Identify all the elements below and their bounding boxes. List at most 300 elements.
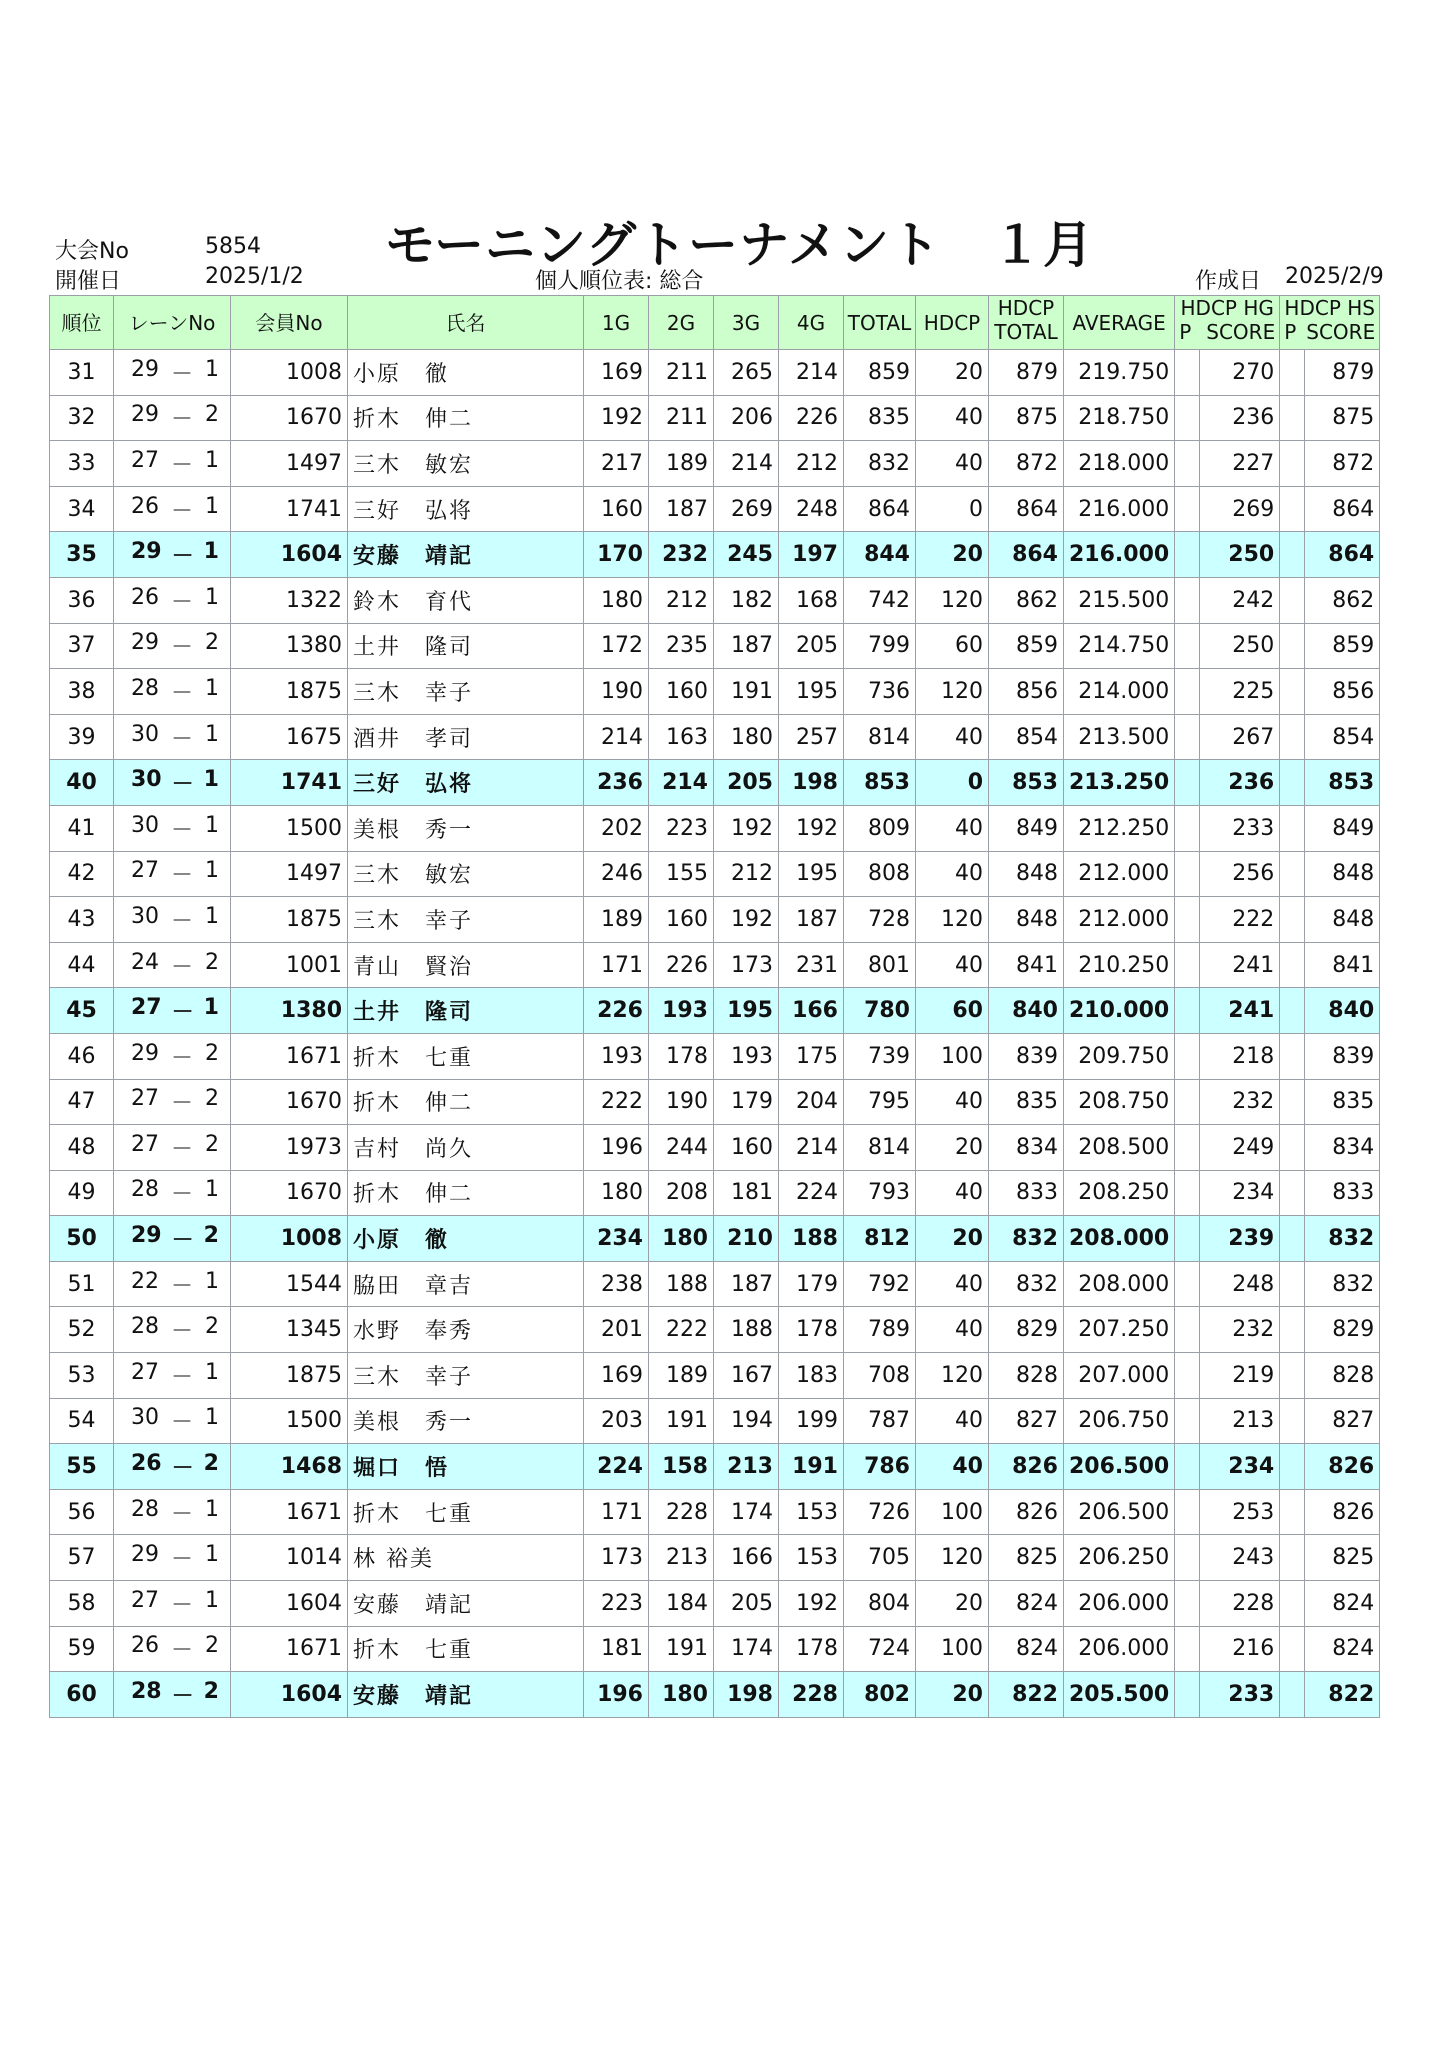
cell-g1: 224: [584, 1444, 649, 1490]
cell-hdcp: 40: [916, 805, 989, 851]
cell-hs: 864: [1305, 532, 1380, 578]
cell-name: 折木 伸二: [348, 395, 584, 441]
tournament-no: 5854: [205, 234, 261, 259]
cell-g2: 178: [649, 1033, 714, 1079]
lane-dash: －: [170, 361, 193, 387]
lane-lane-a: 29: [131, 1223, 162, 1249]
cell-average: 214.000: [1064, 669, 1175, 715]
lane-lane-a: 29: [131, 630, 159, 656]
cell-hdcp-total: 864: [989, 532, 1064, 578]
cell-average: 212.000: [1064, 897, 1175, 943]
lane-dash: －: [170, 407, 193, 433]
cell-g2: 180: [649, 1216, 714, 1262]
cell-g2: 155: [649, 851, 714, 897]
lane-lane-b: 2: [203, 1679, 219, 1705]
cell-lane: [114, 1261, 231, 1307]
cell-hdcp-total: 859: [989, 623, 1064, 669]
cell-name: 水野 奉秀: [348, 1307, 584, 1353]
lane-dash: －: [171, 1000, 194, 1026]
lane-lane-a: 28: [131, 1496, 159, 1522]
col-hg-p: P: [1179, 320, 1192, 344]
lane-lane-a: 26: [131, 1633, 159, 1659]
cell-lane: [114, 1672, 231, 1718]
cell-g1: 173: [584, 1535, 649, 1581]
cell-hs: 827: [1305, 1398, 1380, 1444]
cell-total: 726: [844, 1489, 916, 1535]
lane-lane-a: 27: [131, 447, 159, 473]
cell-g2: 191: [649, 1626, 714, 1672]
table-row: [50, 1626, 1380, 1672]
cell-average: 206.500: [1064, 1444, 1175, 1490]
cell-p: [1175, 1079, 1200, 1125]
cell-g1: 202: [584, 805, 649, 851]
cell-p: [1280, 532, 1305, 578]
cell-hdcp: 40: [916, 1170, 989, 1216]
cell-average: 216.000: [1064, 486, 1175, 532]
cell-hdcp-total: 826: [989, 1444, 1064, 1490]
cell-p: [1175, 1261, 1200, 1307]
cell-hs: 872: [1305, 441, 1380, 487]
lane-lane-b: 1: [204, 493, 219, 519]
cell-p: [1280, 760, 1305, 806]
cell-hg: 234: [1200, 1170, 1280, 1216]
cell-name: 三木 敏宏: [348, 851, 584, 897]
cell-g1: 236: [584, 760, 649, 806]
cell-rank: 52: [50, 1307, 114, 1353]
lane-dash: －: [170, 498, 193, 524]
cell-hdcp: 120: [916, 577, 989, 623]
cell-member: 1670: [231, 395, 348, 441]
cell-g2: 232: [649, 532, 714, 578]
cell-g3: 193: [714, 1033, 779, 1079]
cell-g1: 172: [584, 623, 649, 669]
cell-g2: 180: [649, 1672, 714, 1718]
cell-lane: [114, 1535, 231, 1581]
cell-hdcp-total: 825: [989, 1535, 1064, 1581]
cell-g3: 180: [714, 714, 779, 760]
lane-lane-a: 26: [131, 584, 159, 610]
cell-hs: 848: [1305, 851, 1380, 897]
lane-lane-a: 24: [131, 949, 159, 975]
cell-hdcp-total: 841: [989, 942, 1064, 988]
cell-p: [1280, 1672, 1305, 1718]
cell-total: 739: [844, 1033, 916, 1079]
cell-g1: 246: [584, 851, 649, 897]
table-header: [50, 296, 1380, 350]
cell-hdcp-total: 822: [989, 1672, 1064, 1718]
cell-g1: 196: [584, 1672, 649, 1718]
col-g1: 1G: [584, 296, 649, 350]
cell-hdcp: 20: [916, 350, 989, 396]
cell-hs: 835: [1305, 1079, 1380, 1125]
cell-hs: 824: [1305, 1581, 1380, 1627]
cell-average: 205.500: [1064, 1672, 1175, 1718]
cell-g1: 234: [584, 1216, 649, 1262]
col-total: TOTAL: [844, 296, 916, 350]
cell-rank: 34: [50, 486, 114, 532]
cell-p: [1280, 805, 1305, 851]
cell-g1: 170: [584, 532, 649, 578]
cell-hs: 832: [1305, 1216, 1380, 1262]
cell-rank: 38: [50, 669, 114, 715]
cell-p: [1280, 623, 1305, 669]
cell-g4: 214: [779, 350, 844, 396]
lane-lane-a: 26: [131, 1451, 162, 1477]
cell-hg: 236: [1200, 395, 1280, 441]
cell-total: 844: [844, 532, 916, 578]
table-row: [50, 486, 1380, 532]
cell-average: 219.750: [1064, 350, 1175, 396]
cell-g4: 153: [779, 1535, 844, 1581]
cell-g2: 211: [649, 350, 714, 396]
cell-rank: 35: [50, 532, 114, 578]
cell-hdcp: 40: [916, 441, 989, 487]
lane-lane-a: 27: [131, 1587, 159, 1613]
lane-dash: －: [171, 1228, 194, 1254]
cell-hg: 232: [1200, 1079, 1280, 1125]
cell-hs: 832: [1305, 1261, 1380, 1307]
cell-average: 208.000: [1064, 1261, 1175, 1307]
cell-hdcp-total: 827: [989, 1398, 1064, 1444]
cell-p: [1280, 1581, 1305, 1627]
cell-total: 724: [844, 1626, 916, 1672]
cell-g1: 226: [584, 988, 649, 1034]
cell-name: 三木 幸子: [348, 669, 584, 715]
lane-dash: －: [170, 863, 193, 889]
cell-g1: 180: [584, 1170, 649, 1216]
col-member: 会員No: [231, 296, 348, 350]
cell-g3: 182: [714, 577, 779, 623]
cell-average: 218.000: [1064, 441, 1175, 487]
cell-g3: 174: [714, 1489, 779, 1535]
cell-g3: 205: [714, 760, 779, 806]
cell-hg: 227: [1200, 441, 1280, 487]
cell-hdcp: 100: [916, 1033, 989, 1079]
cell-hdcp-total: 828: [989, 1353, 1064, 1399]
cell-lane: [114, 714, 231, 760]
col-g2: 2G: [649, 296, 714, 350]
cell-p: [1280, 486, 1305, 532]
cell-hdcp: 0: [916, 760, 989, 806]
cell-p: [1280, 1444, 1305, 1490]
cell-total: 853: [844, 760, 916, 806]
cell-g2: 160: [649, 897, 714, 943]
lane-dash: －: [170, 1182, 193, 1208]
cell-g3: 213: [714, 1444, 779, 1490]
col-average: AVERAGE: [1064, 296, 1175, 350]
lane-lane-a: 29: [131, 539, 162, 565]
cell-hs: 829: [1305, 1307, 1380, 1353]
cell-g1: 189: [584, 897, 649, 943]
cell-member: 1544: [231, 1261, 348, 1307]
cell-name: 土井 隆司: [348, 988, 584, 1034]
cell-rank: 53: [50, 1353, 114, 1399]
cell-g1: 217: [584, 441, 649, 487]
cell-hg: 241: [1200, 942, 1280, 988]
cell-hs: 841: [1305, 942, 1380, 988]
cell-total: 789: [844, 1307, 916, 1353]
cell-member: 1671: [231, 1489, 348, 1535]
cell-g2: 191: [649, 1398, 714, 1444]
cell-hdcp-total: 833: [989, 1170, 1064, 1216]
cell-hdcp-total: 848: [989, 897, 1064, 943]
cell-g1: 190: [584, 669, 649, 715]
cell-g2: 189: [649, 1353, 714, 1399]
table-body: [50, 350, 1380, 1718]
table-row: [50, 805, 1380, 851]
cell-member: 1604: [231, 1672, 348, 1718]
cell-g2: 193: [649, 988, 714, 1034]
lane-lane-b: 1: [204, 356, 219, 382]
cell-member: 1670: [231, 1170, 348, 1216]
cell-rank: 49: [50, 1170, 114, 1216]
lane-dash: －: [170, 1364, 193, 1390]
cell-rank: 40: [50, 760, 114, 806]
cell-g4: 204: [779, 1079, 844, 1125]
cell-g1: 222: [584, 1079, 649, 1125]
cell-rank: 33: [50, 441, 114, 487]
cell-g1: 196: [584, 1125, 649, 1171]
cell-member: 1741: [231, 760, 348, 806]
created-date: 2025/2/9: [1285, 264, 1384, 289]
cell-name: 安藤 靖記: [348, 1672, 584, 1718]
cell-name: 折木 七重: [348, 1626, 584, 1672]
cell-g3: 181: [714, 1170, 779, 1216]
lane-lane-b: 1: [204, 447, 219, 473]
col-hs-score: SCORE: [1306, 320, 1376, 344]
created-label: 作成日: [1195, 269, 1262, 294]
cell-hdcp: 40: [916, 942, 989, 988]
cell-member: 1604: [231, 532, 348, 578]
cell-member: 1345: [231, 1307, 348, 1353]
cell-lane: [114, 1079, 231, 1125]
cell-hdcp: 120: [916, 1353, 989, 1399]
cell-average: 213.250: [1064, 760, 1175, 806]
cell-total: 736: [844, 669, 916, 715]
cell-average: 208.500: [1064, 1125, 1175, 1171]
cell-g3: 195: [714, 988, 779, 1034]
lane-dash: －: [170, 954, 193, 980]
cell-hdcp: 20: [916, 1216, 989, 1262]
cell-hdcp: 120: [916, 897, 989, 943]
lane-lane-b: 1: [204, 721, 219, 747]
cell-g3: 191: [714, 669, 779, 715]
cell-hs: 840: [1305, 988, 1380, 1034]
table-row: [50, 623, 1380, 669]
cell-hg: 241: [1200, 988, 1280, 1034]
cell-p: [1175, 805, 1200, 851]
cell-p: [1175, 1033, 1200, 1079]
cell-p: [1175, 1672, 1200, 1718]
lane-lane-a: 29: [131, 1542, 159, 1568]
cell-name: 林 裕美: [348, 1535, 584, 1581]
cell-hs: 875: [1305, 395, 1380, 441]
col-hdcp-hs: [1280, 296, 1380, 350]
cell-average: 206.250: [1064, 1535, 1175, 1581]
table-row: [50, 851, 1380, 897]
cell-hg: 267: [1200, 714, 1280, 760]
cell-member: 1001: [231, 942, 348, 988]
cell-g3: 179: [714, 1079, 779, 1125]
cell-member: 1008: [231, 350, 348, 396]
cell-g3: 206: [714, 395, 779, 441]
cell-g4: 175: [779, 1033, 844, 1079]
cell-hdcp-total: 824: [989, 1581, 1064, 1627]
col-rank: 順位: [50, 296, 114, 350]
cell-lane: [114, 988, 231, 1034]
cell-hg: 253: [1200, 1489, 1280, 1535]
cell-hdcp-total: 832: [989, 1216, 1064, 1262]
cell-hdcp-total: 862: [989, 577, 1064, 623]
cell-total: 864: [844, 486, 916, 532]
cell-g4: 188: [779, 1216, 844, 1262]
cell-rank: 59: [50, 1626, 114, 1672]
cell-g3: 160: [714, 1125, 779, 1171]
cell-p: [1175, 1353, 1200, 1399]
cell-g3: 205: [714, 1581, 779, 1627]
cell-p: [1175, 851, 1200, 897]
cell-hg: 242: [1200, 577, 1280, 623]
cell-hg: 270: [1200, 350, 1280, 396]
cell-average: 209.750: [1064, 1033, 1175, 1079]
cell-g3: 166: [714, 1535, 779, 1581]
cell-lane: [114, 1033, 231, 1079]
cell-g1: 214: [584, 714, 649, 760]
cell-g2: 184: [649, 1581, 714, 1627]
cell-p: [1280, 1125, 1305, 1171]
cell-hs: 826: [1305, 1444, 1380, 1490]
col-hg-line1: HDCP HG: [1180, 296, 1274, 320]
lane-dash: －: [170, 1273, 193, 1299]
cell-lane: [114, 1216, 231, 1262]
cell-average: 210.000: [1064, 988, 1175, 1034]
cell-hdcp-total: 832: [989, 1261, 1064, 1307]
lane-lane-b: 1: [204, 1177, 219, 1203]
cell-total: 786: [844, 1444, 916, 1490]
cell-name: 三好 弘将: [348, 486, 584, 532]
cell-hg: 249: [1200, 1125, 1280, 1171]
cell-p: [1175, 1581, 1200, 1627]
cell-hdcp: 20: [916, 1672, 989, 1718]
cell-member: 1875: [231, 1353, 348, 1399]
table-row: [50, 1489, 1380, 1535]
cell-p: [1175, 395, 1200, 441]
cell-total: 799: [844, 623, 916, 669]
cell-average: 208.000: [1064, 1216, 1175, 1262]
cell-hg: 256: [1200, 851, 1280, 897]
col-g3: 3G: [714, 296, 779, 350]
cell-member: 1675: [231, 714, 348, 760]
cell-p: [1175, 486, 1200, 532]
cell-hdcp-total: 835: [989, 1079, 1064, 1125]
cell-hs: 859: [1305, 623, 1380, 669]
cell-g2: 214: [649, 760, 714, 806]
lane-lane-b: 1: [204, 903, 219, 929]
table-row: [50, 1216, 1380, 1262]
cell-name: 鈴木 育代: [348, 577, 584, 623]
cell-total: 795: [844, 1079, 916, 1125]
cell-member: 1875: [231, 897, 348, 943]
table-row: [50, 532, 1380, 578]
cell-name: 折木 伸二: [348, 1079, 584, 1125]
cell-hs: 853: [1305, 760, 1380, 806]
cell-rank: 37: [50, 623, 114, 669]
cell-g4: 195: [779, 851, 844, 897]
cell-p: [1175, 760, 1200, 806]
cell-lane: [114, 760, 231, 806]
cell-g2: 211: [649, 395, 714, 441]
cell-hg: 236: [1200, 760, 1280, 806]
cell-hg: 234: [1200, 1444, 1280, 1490]
cell-member: 1468: [231, 1444, 348, 1490]
cell-total: 787: [844, 1398, 916, 1444]
cell-hdcp: 100: [916, 1626, 989, 1672]
cell-g1: 171: [584, 1489, 649, 1535]
cell-hdcp: 40: [916, 395, 989, 441]
cell-rank: 55: [50, 1444, 114, 1490]
lane-dash: －: [170, 452, 193, 478]
table-row: [50, 1261, 1380, 1307]
cell-g4: 231: [779, 942, 844, 988]
table-row: [50, 897, 1380, 943]
lane-lane-b: 1: [204, 1496, 219, 1522]
cell-g4: 153: [779, 1489, 844, 1535]
lane-lane-a: 30: [131, 812, 159, 838]
cell-p: [1280, 1261, 1305, 1307]
cell-g3: 192: [714, 805, 779, 851]
cell-g2: 222: [649, 1307, 714, 1353]
cell-name: 吉村 尚久: [348, 1125, 584, 1171]
cell-hs: 826: [1305, 1489, 1380, 1535]
cell-rank: 31: [50, 350, 114, 396]
col-hs-line1: HDCP HS: [1284, 296, 1375, 320]
cell-average: 206.500: [1064, 1489, 1175, 1535]
cell-g4: 166: [779, 988, 844, 1034]
lane-dash: －: [170, 680, 193, 706]
lane-dash: －: [170, 1501, 193, 1527]
cell-g4: 198: [779, 760, 844, 806]
cell-p: [1175, 577, 1200, 623]
cell-hg: 228: [1200, 1581, 1280, 1627]
cell-p: [1175, 441, 1200, 487]
cell-g3: 187: [714, 1261, 779, 1307]
cell-p: [1280, 669, 1305, 715]
cell-hs: 839: [1305, 1033, 1380, 1079]
cell-hg: 233: [1200, 1672, 1280, 1718]
cell-g3: 214: [714, 441, 779, 487]
cell-name: 土井 隆司: [348, 623, 584, 669]
lane-dash: －: [170, 1410, 193, 1436]
cell-lane: [114, 486, 231, 532]
lane-lane-a: 29: [131, 402, 159, 428]
cell-average: 214.750: [1064, 623, 1175, 669]
cell-average: 212.250: [1064, 805, 1175, 851]
cell-hdcp-total: 829: [989, 1307, 1064, 1353]
cell-p: [1280, 988, 1305, 1034]
lane-lane-b: 1: [204, 1587, 219, 1613]
cell-p: [1280, 1626, 1305, 1672]
lane-lane-a: 27: [131, 1131, 159, 1157]
cell-average: 206.000: [1064, 1626, 1175, 1672]
cell-rank: 50: [50, 1216, 114, 1262]
cell-p: [1280, 1079, 1305, 1125]
cell-p: [1175, 532, 1200, 578]
cell-p: [1280, 1353, 1305, 1399]
lane-lane-a: 27: [131, 1359, 159, 1385]
table-row: [50, 714, 1380, 760]
cell-hs: 856: [1305, 669, 1380, 715]
cell-total: 835: [844, 395, 916, 441]
